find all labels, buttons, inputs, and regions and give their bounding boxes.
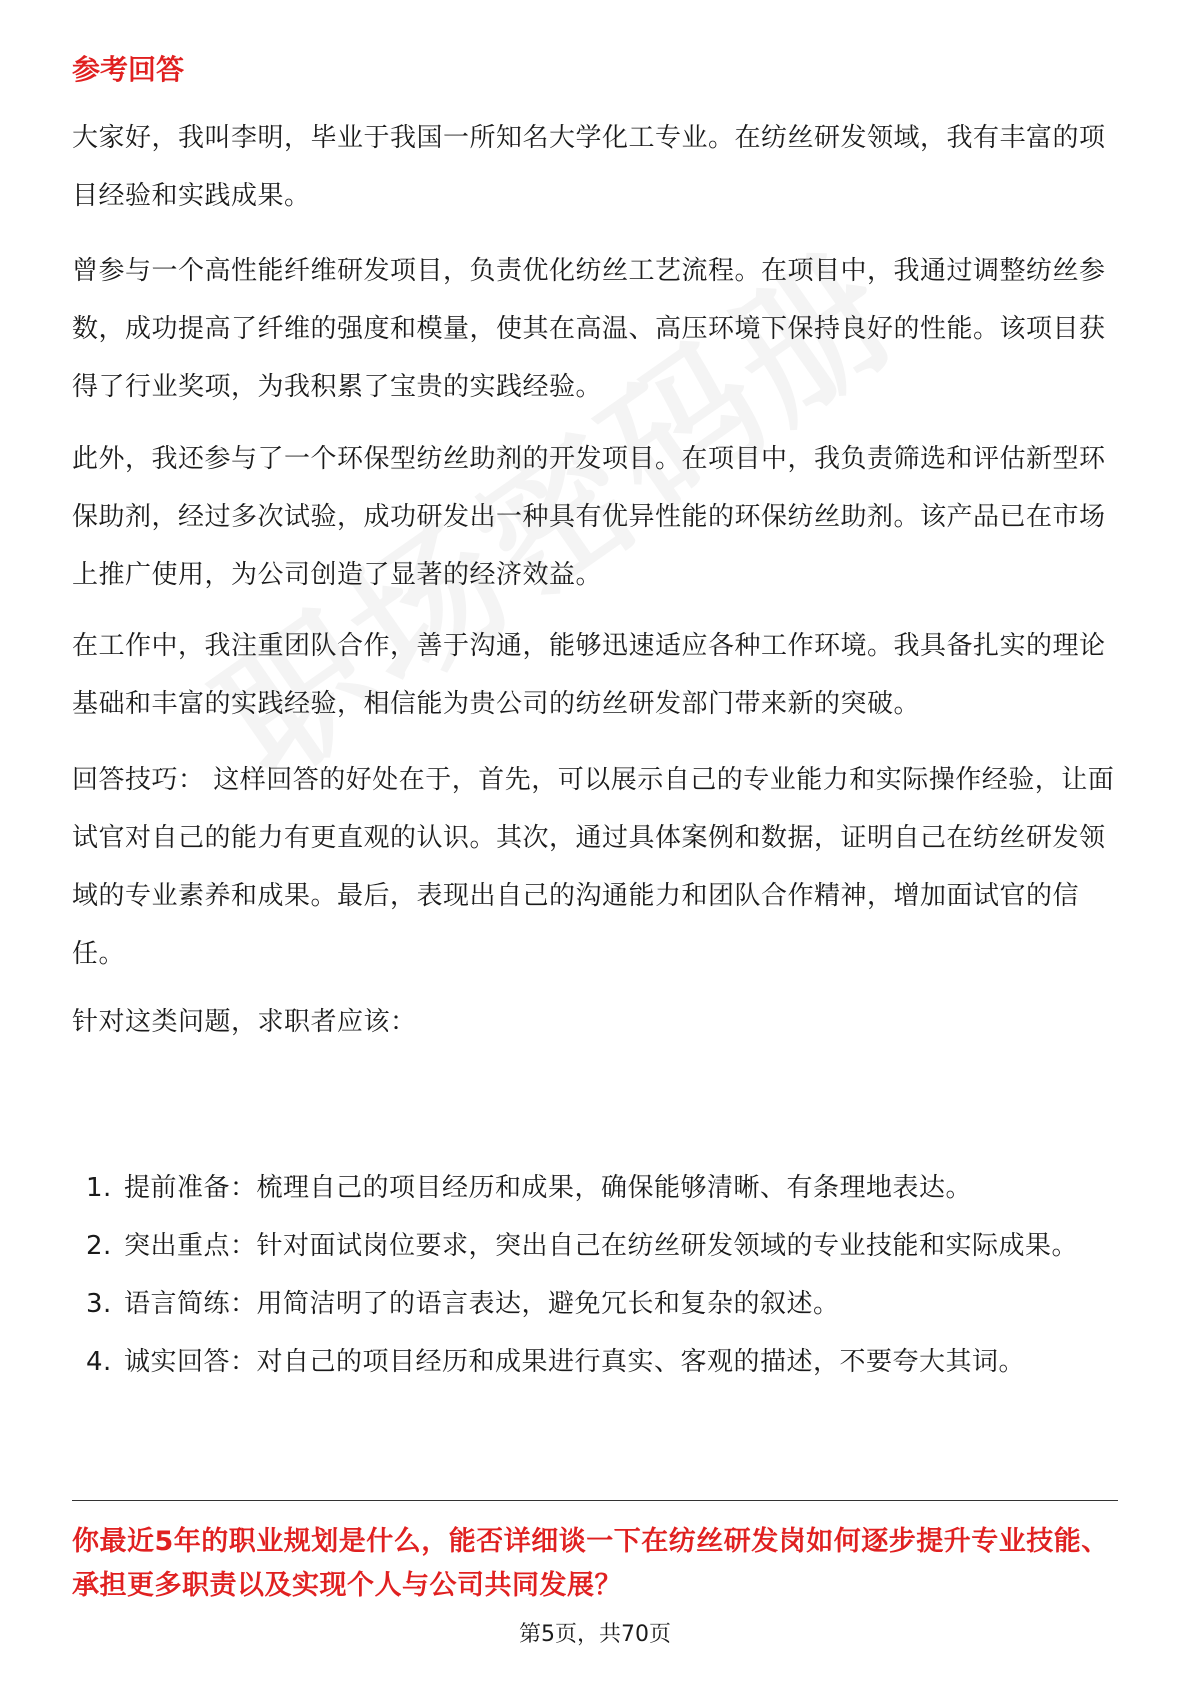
- list-item-number: 3.: [86, 1289, 112, 1319]
- list-item-number: 4.: [86, 1347, 112, 1377]
- list-item-number: 1.: [86, 1173, 112, 1203]
- advice-intro: 针对这类问题，求职者应该：: [72, 1007, 417, 1037]
- list-item: [72, 1218, 1118, 1274]
- page-number-footer: 第5页，共70页: [519, 1622, 671, 1647]
- section-title: 参考回答: [72, 53, 185, 86]
- list-item-text: 诚实回答：对自己的项目经历和成果进行真实、客观的描述，不要夸大其词。: [124, 1347, 1026, 1377]
- section-divider: [72, 1500, 1118, 1501]
- next-question-heading: 你最近5年的职业规划是什么，能否详细谈一下在纺丝研发岗如何逐步提升专业技能、承担更多职责以及实现个人与公司共同发展？: [72, 1526, 1109, 1601]
- advice-list: [72, 1160, 1118, 1392]
- answer-paragraph-4: 在工作中，我注重团队合作，善于沟通，能够迅速适应各种工作环境。我具备扎实的理论基础和丰富的实践经验，相信能为贵公司的纺丝研发部门带来新的突破。: [72, 631, 1106, 719]
- list-item: [72, 1334, 1118, 1390]
- list-item-number: 2.: [86, 1231, 112, 1261]
- document-page: [72, 0, 1118, 1684]
- answer-paragraph-2: 曾参与一个高性能纤维研发项目，负责优化纺丝工艺流程。在项目中，我通过调整纺丝参数，成功提高了纤维的强度和模量，使其在高温、高压环境下保持良好的性能。该项目获得了行业奖项，为我积累了宝贵的实践经验。: [72, 256, 1106, 402]
- list-item: [72, 1276, 1118, 1332]
- answer-tips-paragraph: 回答技巧： 这样回答的好处在于，首先，可以展示自己的专业能力和实际操作经验，让面试官对自己的能力有更直观的认识。其次，通过具体案例和数据，证明自己在纺丝研发领域的专业素养和成果。最后，表现出自己的沟通能力和团队合作精神，增加面试官的信任。: [72, 765, 1115, 969]
- list-item-text: 提前准备：梳理自己的项目经历和成果，确保能够清晰、有条理地表达。: [124, 1173, 973, 1203]
- answer-paragraph-3: 此外，我还参与了一个环保型纺丝助剂的开发项目。在项目中，我负责筛选和评估新型环保助剂，经过多次试验，成功研发出一种具有优异性能的环保纺丝助剂。该产品已在市场上推广使用，为公司创造了显著的经济效益。: [72, 444, 1106, 590]
- answer-paragraph-1: 大家好，我叫李明，毕业于我国一所知名大学化工专业。在纺丝研发领域，我有丰富的项目经验和实践成果。: [72, 123, 1106, 211]
- list-item-text: 语言简练：用简洁明了的语言表达，避免冗长和复杂的叙述。: [124, 1289, 840, 1319]
- list-item: [72, 1160, 1118, 1216]
- list-item-text: 突出重点：针对面试岗位要求，突出自己在纺丝研发领域的专业技能和实际成果。: [124, 1231, 1079, 1261]
